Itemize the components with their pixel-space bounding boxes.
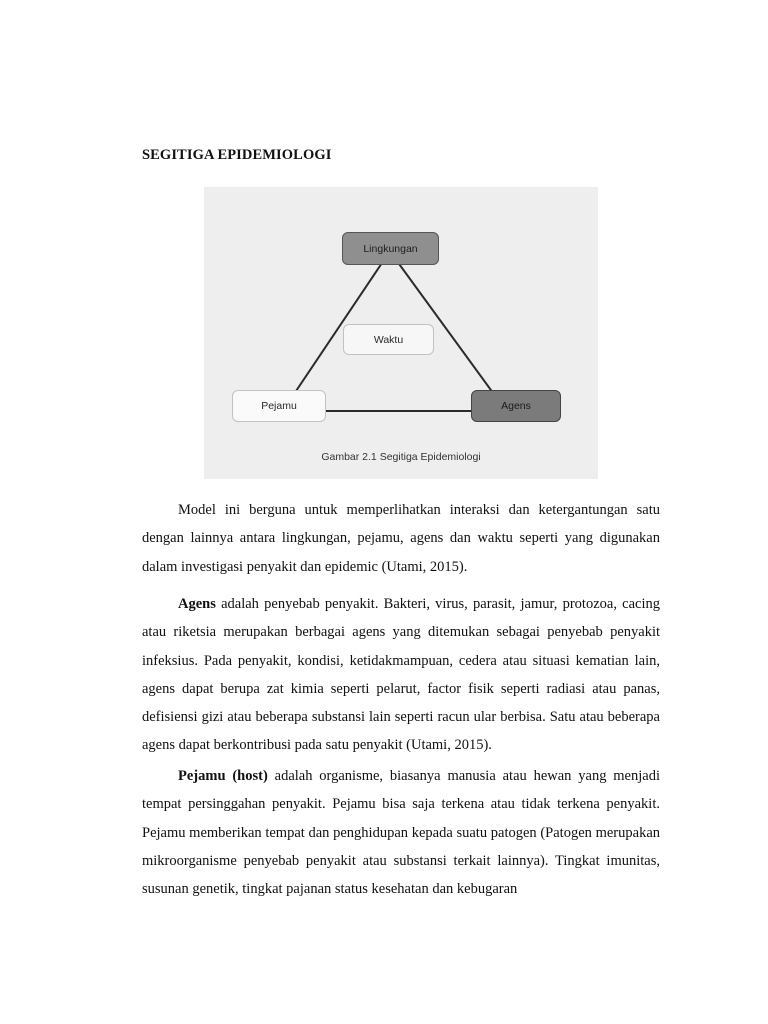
- term-agens: Agens: [178, 596, 216, 612]
- figure-caption: Gambar 2.1 Segitiga Epidemiologi: [321, 451, 481, 463]
- epidemiology-triangle-figure: [204, 187, 598, 479]
- node-waktu: Waktu: [343, 324, 434, 355]
- paragraph-agens-text: adalah penyebab penyakit. Bakteri, virus, parasit, jamur, protozoa, cacing atau riketsia merupakan berbagai agens yang ditemukan sebagai penyebab penyakit infeksius. Pada penyakit, kondisi, ketidakmampuan, cedera atau situasi kematian lain, agens dapat berupa zat kimia seperti pelarut, factor fisik seperti radiasi atau panas, defisiensi gizi atau beberapa substansi lain seperti racun ular berbisa. Satu atau beberapa agens dapat berkontribusi pada satu penyakit (Utami, 2015).: [142, 596, 660, 754]
- node-agens: Agens: [471, 390, 561, 422]
- section-heading: SEGITIGA EPIDEMIOLOGI: [142, 147, 332, 163]
- term-pejamu: Pejamu (host): [178, 768, 268, 784]
- node-lingkungan: Lingkungan: [342, 232, 439, 265]
- paragraph-agens: [142, 590, 660, 760]
- paragraph-model: [142, 496, 660, 581]
- paragraph-model-text: Model ini berguna untuk memperlihatkan interaksi dan ketergantungan satu dengan lainnya antara lingkungan, pejamu, agens dan waktu seperti yang digunakan dalam investigasi penyakit dan epidemic (Utami, 2015).: [142, 502, 660, 575]
- paragraph-pejamu: [142, 762, 660, 903]
- node-pejamu: Pejamu: [232, 390, 326, 422]
- paragraph-pejamu-text: adalah organisme, biasanya manusia atau hewan yang menjadi tempat persinggahan penyakit. Pejamu bisa saja terkena atau tidak terkena penyakit. Pejamu memberikan tempat dan penghidupan kepada suatu patogen (Patogen merupakan mikroorganisme penyebab penyakit atau substansi terkait lainnya). Tingkat imunitas, susunan genetik, tingkat pajanan status kesehatan dan kebugaran: [142, 768, 660, 898]
